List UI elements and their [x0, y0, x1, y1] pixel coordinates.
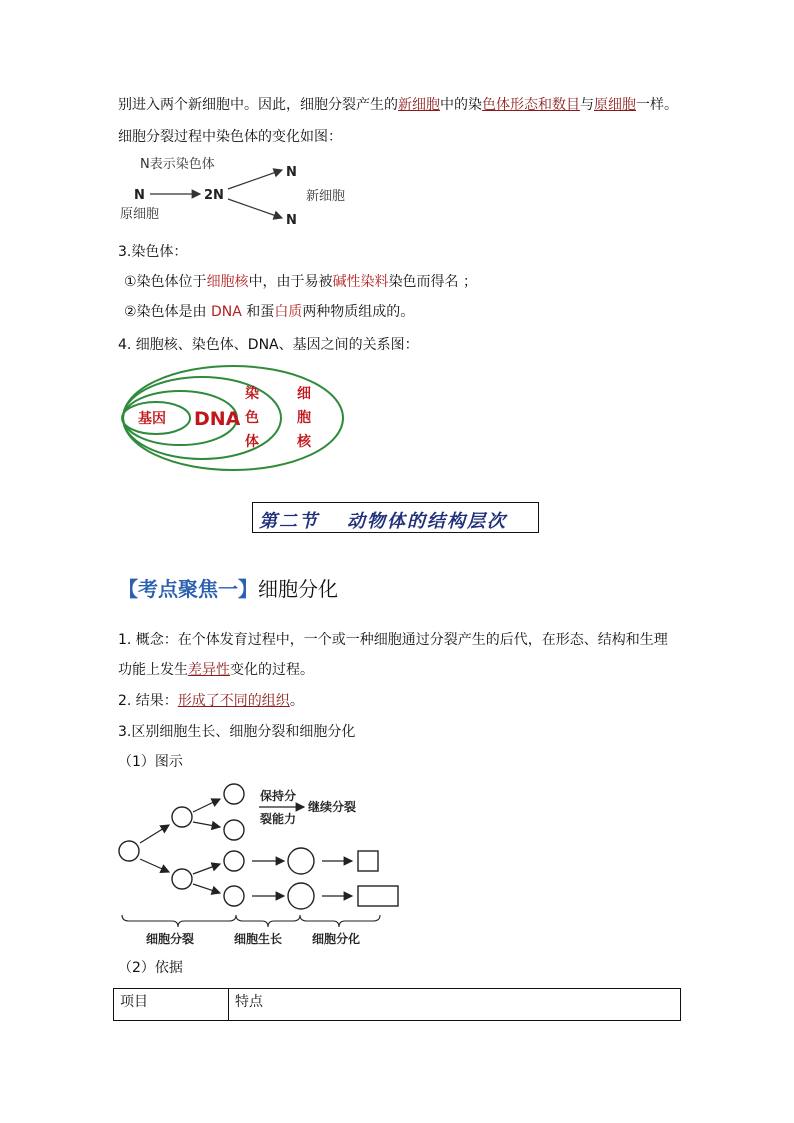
term-original-cell: 原细胞 — [594, 97, 636, 113]
middle-2n: 2N — [204, 188, 224, 203]
sec4-heading: 4. 细胞核、染色体、DNA、基因之间的关系图： — [118, 337, 419, 353]
cell-lower — [172, 869, 192, 889]
out-top-n: N — [286, 165, 297, 180]
section-title-text: 动物体的结构层次 — [347, 511, 507, 532]
label-division: 细胞分裂 — [146, 932, 195, 946]
cell-upper — [172, 807, 192, 827]
cell-upper-b — [224, 820, 244, 840]
focus-bracket: 【考点聚焦一】 — [118, 577, 258, 601]
comparison-table — [113, 988, 681, 1021]
concept-line-2: 功能上发生差异性变化的过程。 — [118, 662, 314, 678]
continue-division: 继续分裂 — [308, 800, 357, 814]
sec3-item-2: ②染色体是由 DNA 和蛋白质两种物质组成的。 — [124, 304, 415, 320]
differentiated-cell-b — [358, 886, 398, 906]
concept-line-1: 1. 概念：在个体发育过程中，一个或一种细胞通过分裂产生的后代，在形态、结构和生理 — [118, 632, 668, 648]
focus-title: 细胞分化 — [258, 577, 338, 601]
nucleus-char-2: 胞 — [297, 410, 311, 426]
section-title-box — [252, 502, 539, 533]
chromosome-division-diagram — [110, 152, 370, 232]
grown-cell-a — [288, 848, 314, 874]
brace-differentiation — [300, 915, 380, 927]
term-basic-dye: 碱性染料 — [332, 274, 389, 290]
nucleus-char-1: 细 — [297, 386, 311, 402]
paragraph-chromosome-change: 细胞分裂过程中染色体的变化如图： — [118, 129, 342, 145]
term-chromosome-shape-number: 色体形态和数目 — [482, 97, 580, 113]
dna-label: DNA — [194, 408, 241, 430]
cell-lower-b — [224, 886, 244, 906]
sec3-item-1: ①染色体位于细胞核中，由于易被碱性染料染色而得名 ； — [124, 274, 478, 290]
nested-ellipse-diagram — [118, 362, 348, 474]
nucleus-char-3: 核 — [297, 434, 311, 450]
keep-division-top: 保持分 — [260, 789, 297, 803]
sub1-heading: （1）图示 — [118, 754, 183, 770]
focus-heading — [118, 576, 338, 602]
term-nucleus: 细胞核 — [206, 274, 249, 290]
result-line: 2. 结果：形成了不同的组织。 — [118, 693, 304, 709]
brace-division — [122, 915, 236, 927]
n-label: N表示染色体 — [140, 157, 215, 172]
keep-division-bottom: 裂能力 — [260, 812, 297, 826]
label-growth: 细胞生长 — [234, 932, 283, 946]
term-new-cell: 新细胞 — [398, 97, 440, 113]
table-header-item: 项目 — [114, 989, 229, 1020]
original-cell-label: 原细胞 — [120, 207, 160, 222]
section-title-number: 第二节 — [259, 511, 319, 532]
differentiated-cell-a — [358, 851, 378, 871]
sec3b-heading: 3.区别细胞生长、细胞分裂和细胞分化 — [118, 724, 356, 740]
cell-origin — [119, 841, 139, 861]
paragraph-cell-division-result: 别进入两个新细胞中。因此，细胞分裂产生的新细胞中的染色体形态和数目与原细胞一样。 — [118, 97, 678, 113]
arrow-lower-a — [193, 864, 220, 874]
arrow-up — [228, 170, 282, 189]
sub2-heading: （2）依据 — [118, 960, 183, 976]
table-header-feature: 特点 — [235, 994, 263, 1010]
brace-growth — [236, 915, 300, 927]
arrow-origin-lower — [140, 859, 169, 872]
chromosome-char-2: 色 — [245, 410, 259, 426]
term-dna: DNA — [211, 304, 242, 320]
start-n: N — [134, 188, 145, 203]
arrow-origin-upper — [140, 825, 169, 843]
new-cell-label: 新细胞 — [306, 189, 346, 204]
gene-label: 基因 — [138, 411, 166, 427]
grown-cell-b — [288, 883, 314, 909]
cell-lower-a — [224, 851, 244, 871]
arrow-upper-b — [193, 822, 220, 827]
term-tissue: 形成了不同的组织 — [177, 693, 290, 709]
cell-process-diagram — [112, 778, 412, 953]
term-protein: 白质 — [274, 304, 303, 320]
arrow-down — [228, 199, 282, 218]
chromosome-char-1: 染 — [245, 386, 259, 402]
cell-upper-a — [224, 784, 244, 804]
arrow-lower-b — [193, 884, 220, 893]
sec3-heading: 3.染色体： — [118, 244, 188, 260]
label-differentiation: 细胞分化 — [312, 932, 361, 946]
arrow-upper-a — [193, 799, 220, 812]
out-bottom-n: N — [286, 213, 297, 228]
chromosome-char-3: 体 — [245, 434, 259, 450]
term-difference: 差异性 — [188, 662, 230, 678]
